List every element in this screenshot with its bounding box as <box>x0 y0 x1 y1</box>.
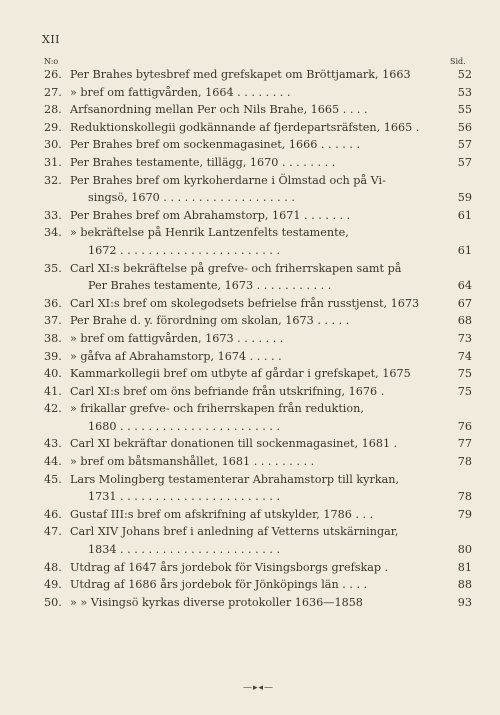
toc-entry <box>0 365 500 383</box>
toc-entry <box>0 312 500 330</box>
entry-number: 30. <box>44 138 62 152</box>
toc-entry <box>0 559 500 577</box>
entry-title: Carl XI bekräftar donationen till sockenmagasinet, 1681 . <box>70 437 398 451</box>
toc-entry <box>0 541 500 559</box>
toc-entry <box>0 488 500 506</box>
toc-entry <box>0 400 500 418</box>
entry-page: 80 <box>457 543 472 557</box>
toc-entry <box>0 453 500 471</box>
toc-entry <box>0 119 500 137</box>
page-column-header: Sid. <box>450 57 466 66</box>
entry-number: 50. <box>44 595 62 609</box>
entry-title: » bekräftelse på Henrik Lantzenfelts testamente, <box>70 226 349 240</box>
entry-number: 39. <box>44 349 62 363</box>
entry-title: 1680 . . . . . . . . . . . . . . . . . . . . . . . <box>88 419 281 433</box>
entry-title: Carl XI:s bekräftelse på grefve- och friherrskapen samt på <box>70 261 402 275</box>
entry-page: 76 <box>457 419 472 433</box>
entry-title: » bref om fattigvården, 1673 . . . . . . . <box>70 331 284 345</box>
entry-title: » frikallar grefve- och friherrskapen från reduktion, <box>70 402 364 416</box>
entry-page: 73 <box>457 331 472 345</box>
entry-number: 28. <box>44 103 62 117</box>
entry-title: Per Brahes bytesbref med grefskapet om Bröttjamark, 1663 <box>70 68 411 81</box>
entry-page: 55 <box>457 103 472 117</box>
entry-page: 61 <box>457 208 472 222</box>
entry-number: 40. <box>44 367 62 381</box>
toc-entry <box>0 523 500 541</box>
entry-title: » bref om fattigvården, 1664 . . . . . . . . <box>70 85 291 99</box>
toc-entry <box>0 435 500 453</box>
toc-entry <box>0 66 500 84</box>
entry-title: Carl XI:s bref om skolegodsets befrielse från russtjenst, 1673 <box>70 296 420 310</box>
entry-number: 46. <box>44 507 62 521</box>
entry-page: 78 <box>457 490 472 504</box>
toc-entry <box>0 348 500 366</box>
entry-title: Carl XI:s bref om öns befriande från utskrifning, 1676 . <box>70 384 385 398</box>
entry-number: 44. <box>44 455 62 469</box>
entry-number: 27. <box>44 85 62 99</box>
entry-page: 78 <box>457 455 472 469</box>
entry-title: » bref om båtsmanshållet, 1681 . . . . . . . . . <box>70 455 315 469</box>
entry-page: 81 <box>457 560 472 574</box>
entry-title: Arfsanordning mellan Per och Nils Brahe, 1665 . . . . <box>70 103 368 117</box>
toc-entry <box>0 471 500 489</box>
entry-page: 88 <box>457 578 472 592</box>
entry-title: Per Brahes testamente, 1673 . . . . . . . . . . . <box>88 279 332 293</box>
entry-title: Carl XIV Johans bref i anledning af Vetterns utskärningar, <box>70 525 399 539</box>
toc-entry <box>0 418 500 436</box>
toc-entry <box>0 101 500 119</box>
entry-title: Per Brahe d. y. förordning om skolan, 1673 . . . . . <box>70 314 350 328</box>
entry-title: singsö, 1670 . . . . . . . . . . . . . . . . . . . <box>88 191 295 205</box>
entry-number: 42. <box>44 402 62 416</box>
entry-number: 37. <box>44 314 62 328</box>
toc-entry <box>0 506 500 524</box>
entry-page: 75 <box>457 384 472 398</box>
entry-page: 68 <box>457 314 472 328</box>
table-of-contents <box>0 66 500 611</box>
entry-number: 32. <box>44 173 62 187</box>
entry-title: Gustaf III:s bref om afskrifning af utskylder, 1786 . . . <box>70 507 374 521</box>
entry-number: 35. <box>44 261 62 275</box>
entry-title: Per Brahes testamente, tillägg, 1670 . . . . . . . . <box>70 155 336 169</box>
toc-entry <box>0 207 500 225</box>
entry-page: 74 <box>457 349 472 363</box>
entry-number: 43. <box>44 437 62 451</box>
entry-number: 33. <box>44 208 62 222</box>
entry-page: 75 <box>457 367 472 381</box>
entry-title: Reduktionskollegii godkännande af fjerdepartsräfsten, 1665 . <box>70 120 420 134</box>
entry-number: 45. <box>44 472 62 486</box>
entry-page: 93 <box>457 595 472 609</box>
toc-entry <box>0 277 500 295</box>
entry-page: 61 <box>457 243 472 257</box>
entry-page: 56 <box>457 120 472 134</box>
entry-number: 49. <box>44 578 62 592</box>
toc-entry <box>0 224 500 242</box>
entry-number: 36. <box>44 296 62 310</box>
entry-number: 34. <box>44 226 62 240</box>
toc-entry <box>0 260 500 278</box>
entry-number: 47. <box>44 525 62 539</box>
toc-entry <box>0 172 500 190</box>
entry-title: 1834 . . . . . . . . . . . . . . . . . . . . . . . <box>88 543 281 557</box>
toc-entry <box>0 136 500 154</box>
entry-page: 57 <box>457 155 472 169</box>
entry-page: 53 <box>457 85 472 99</box>
entry-title: Utdrag af 1686 års jordebok för Jönköpings län . . . . <box>70 578 368 592</box>
toc-entry <box>0 295 500 313</box>
toc-entry <box>0 576 500 594</box>
entry-title: » gåfva af Abrahamstorp, 1674 . . . . . <box>70 349 282 363</box>
number-column-header: N:o <box>44 57 59 66</box>
entry-title: 1731 . . . . . . . . . . . . . . . . . . . . . . . <box>88 490 281 504</box>
ornament-divider: —▸◂— <box>243 683 275 693</box>
entry-number: 48. <box>44 560 62 574</box>
entry-page: 64 <box>457 279 472 293</box>
toc-entry <box>0 189 500 207</box>
entry-title: Kammarkollegii bref om utbyte af gårdar i grefskapet, 1675 <box>70 367 411 381</box>
entry-page: 67 <box>457 296 472 310</box>
entry-number: 38. <box>44 331 62 345</box>
toc-entry <box>0 84 500 102</box>
toc-entry <box>0 330 500 348</box>
entry-title: Per Brahes bref om Abrahamstorp, 1671 . . . . . . . <box>70 208 351 222</box>
entry-page: 57 <box>457 138 472 152</box>
entry-number: 41. <box>44 384 62 398</box>
entry-number: 26. <box>44 68 62 81</box>
entry-title: Per Brahes bref om kyrkoherdarne i Ölmstad och på Vi- <box>70 173 386 187</box>
toc-entry <box>0 383 500 401</box>
entry-number: 31. <box>44 155 62 169</box>
page-number: XII <box>42 33 61 46</box>
entry-title: 1672 . . . . . . . . . . . . . . . . . . . . . . . <box>88 243 281 257</box>
entry-title: Utdrag af 1647 års jordebok för Visingsborgs grefskap . <box>70 560 389 574</box>
toc-entry <box>0 242 500 260</box>
entry-page: 59 <box>457 191 472 205</box>
toc-entry <box>0 594 500 612</box>
entry-page: 77 <box>457 437 472 451</box>
entry-title: Per Brahes bref om sockenmagasinet, 1666 . . . . . . <box>70 138 360 152</box>
toc-entry <box>0 154 500 172</box>
entry-title: » » Visingsö kyrkas diverse protokoller 1636—1858 <box>70 595 363 609</box>
entry-title: Lars Molingberg testamenterar Abrahamstorp till kyrkan, <box>70 472 400 486</box>
entry-number: 29. <box>44 120 62 134</box>
entry-page: 79 <box>457 507 472 521</box>
entry-page: 52 <box>457 68 472 81</box>
